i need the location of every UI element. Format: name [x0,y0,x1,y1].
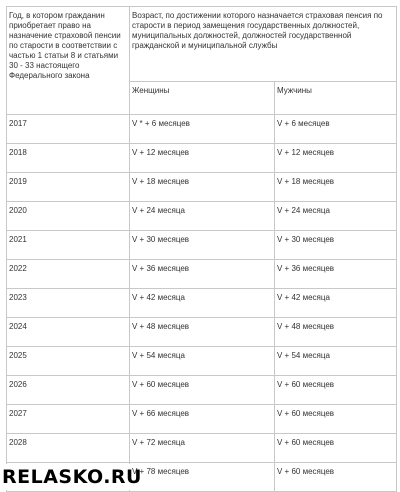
table-row [7,260,397,289]
table-row [7,144,397,173]
women-cell: V + 48 месяцев [130,318,275,347]
table-row [7,376,397,405]
women-cell: V + 72 месяца [130,434,275,463]
table-row [7,115,397,144]
women-cell: V + 54 месяца [130,347,275,376]
year-cell: 2023 [7,289,130,318]
year-cell: 2026 [7,376,130,405]
men-column-header: Мужчины [275,82,397,115]
men-cell: V + 12 месяцев [275,144,397,173]
women-cell: V + 24 месяца [130,202,275,231]
men-cell: V + 18 месяцев [275,173,397,202]
women-cell: V + 18 месяцев [130,173,275,202]
pension-age-table [6,6,397,492]
table-row [7,347,397,376]
women-cell: V + 36 месяцев [130,260,275,289]
women-cell: V + 60 месяцев [130,376,275,405]
table-row [7,434,397,463]
table-row [7,202,397,231]
year-cell: 2018 [7,144,130,173]
table-header-row [7,7,397,82]
men-cell: V + 60 месяцев [275,405,397,434]
women-cell: V + 42 месяца [130,289,275,318]
men-cell: V + 54 месяца [275,347,397,376]
age-column-header: Возраст, по достижении которого назначается страховая пенсия по старости в период замещения государственных должностей, муниципальных должностей, должностей государственной гражданской и муниципальной службы [130,7,397,82]
pension-age-table-container [6,6,396,492]
year-cell: 2022 [7,260,130,289]
men-cell: V + 42 месяца [275,289,397,318]
year-cell: 2017 [7,115,130,144]
women-cell: V + 66 месяцев [130,405,275,434]
year-cell: 2020 [7,202,130,231]
table-row [7,231,397,260]
year-cell: 2021 [7,231,130,260]
table-body [7,115,397,492]
table-row [7,173,397,202]
men-cell: V + 36 месяцев [275,260,397,289]
men-cell: V + 6 месяцев [275,115,397,144]
men-cell: V + 60 месяцев [275,376,397,405]
table-row [7,318,397,347]
women-column-header: Женщины [130,82,275,115]
women-cell: V + 30 месяцев [130,231,275,260]
year-column-header: Год, в котором гражданин приобретает право на назначение страховой пенсии по старости в соответствии с частью 1 статьи 8 и статьями 30 - 33 настоящего Федерального закона [7,7,130,115]
year-cell: 2028 [7,434,130,463]
women-cell: V * + 6 месяцев [130,115,275,144]
men-cell: V + 48 месяцев [275,318,397,347]
table-row [7,289,397,318]
men-cell: V + 60 месяцев [275,434,397,463]
watermark-logo: RELASKO.RU [2,466,142,488]
year-cell: 2025 [7,347,130,376]
table-row [7,405,397,434]
women-cell: V + 12 месяцев [130,144,275,173]
men-cell: V + 30 месяцев [275,231,397,260]
year-cell: 2019 [7,173,130,202]
men-cell: V + 24 месяца [275,202,397,231]
men-cell: V + 60 месяцев [275,463,397,492]
women-cell: V + 78 месяцев [130,463,275,492]
year-cell: 2027 [7,405,130,434]
year-cell: 2024 [7,318,130,347]
